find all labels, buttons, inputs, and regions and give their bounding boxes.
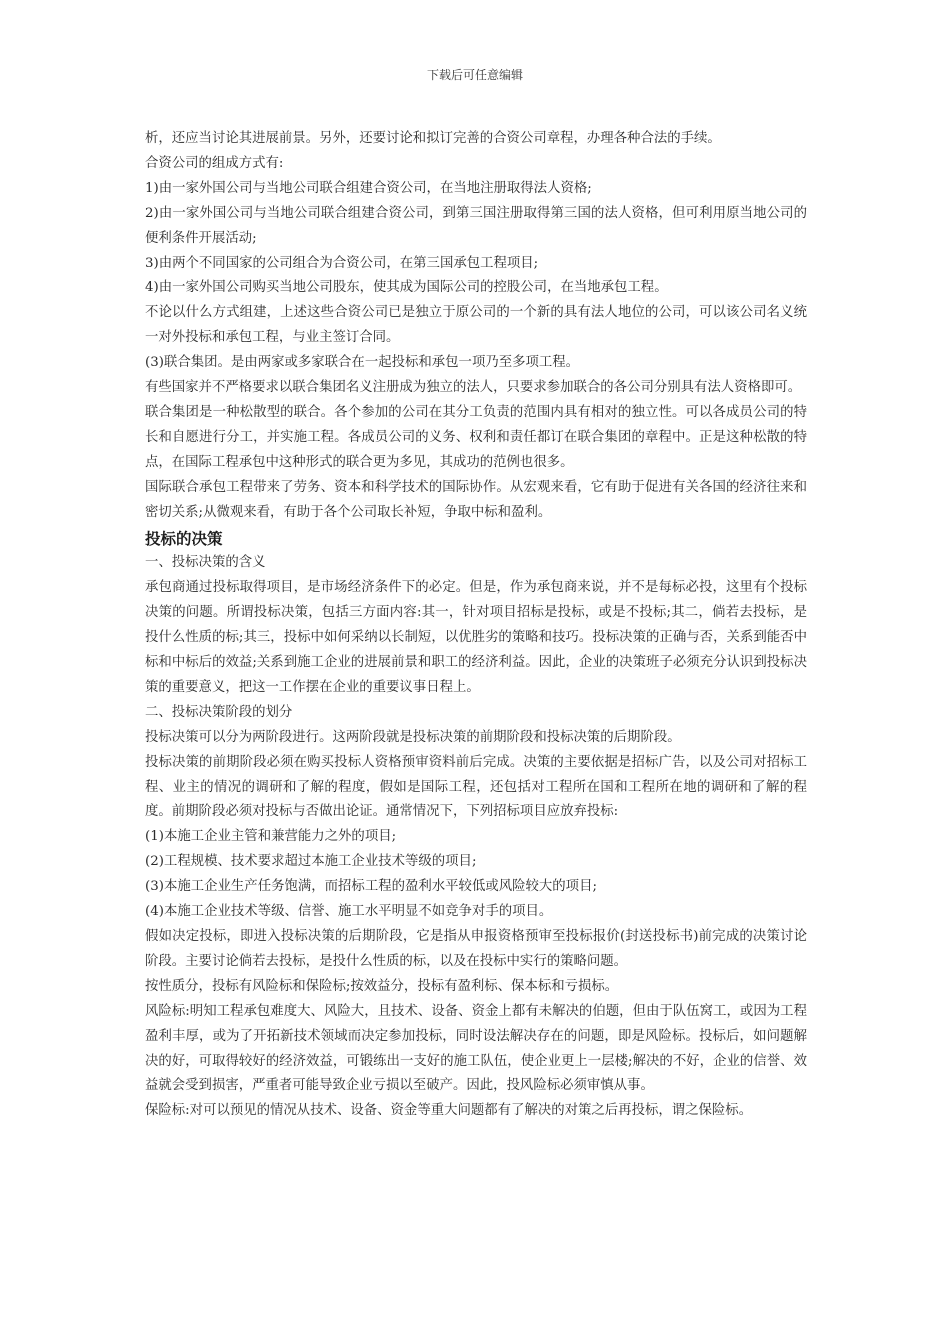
paragraph: 析，还应当讨论其进展前景。另外，还要讨论和拟订完善的合资公司章程，办理各种合法的手续。 <box>145 131 721 146</box>
list-item: 4)由一家外国公司购买当地公司股东，使其成为国际公司的控股公司，在当地承包工程。 <box>145 280 668 296</box>
paragraph: 保险标:对可以预见的情况从技术、设备、资金等重大问题都有了解决的对策之后再投标，谓之保险标。 <box>145 1103 753 1119</box>
section-heading: 投标的决策 <box>145 529 223 548</box>
list-item: (1)本施工企业主管和兼营能力之外的项目; <box>145 829 397 845</box>
paragraph: 承包商通过投标取得项目，是市场经济条件下的必定。但是，作为承包商来说，并不是每标必投，这里有个投标决策的问题。所谓投标决策，包括三方面内容:其一，针对项目招标是投标，或是不投标;其二，倘若去投标，是投什么性质的标;其三，投标中如何采纳以长制短，以优胜劣的策略和技巧。投标决策的正确与否，关系到能否中标和中标后的效益;关系到施工企业的进展前景和职工的经济利益。因此，企业的决策班子必须充分认识到投标决策的重要意义，把这一工作摆在企业的重要议事日程上。 <box>145 580 807 695</box>
paragraph: 有些国家并不严格要求以联合集团名义注册成为独立的法人，只要求参加联合的各公司分别具有法人资格即可。 <box>145 380 802 396</box>
list-item: (3)本施工企业生产任务饱满，而招标工程的盈利水平较低或风险较大的项目; <box>145 879 597 895</box>
document-body <box>145 127 807 1124</box>
paragraph: 假如决定投标，即进入投标决策的后期阶段，它是指从申报资格预审至投标报价(封送投标书)前完成的决策讨论阶段。主要讨论倘若去投标，是投什么性质的标，以及在投标中实行的策略问题。 <box>145 929 807 969</box>
paragraph: 合资公司的组成方式有: <box>145 155 284 171</box>
subsection-heading: 二、投标决策阶段的划分 <box>145 704 293 720</box>
list-item: 3)由两个不同国家的公司组合为合资公司，在第三国承包工程项目; <box>145 255 539 271</box>
list-item: 1)由一家外国公司与当地公司联合组建合资公司，在当地注册取得法人资格; <box>145 180 592 196</box>
paragraph: 投标决策可以分为两阶段进行。这两阶段就是投标决策的前期阶段和投标决策的后期阶段。 <box>145 729 681 745</box>
paragraph: 不论以什么方式组建，上述这些合资公司已是独立于原公司的一个新的具有法人地位的公司，可以该公司名义统一对外投标和承包工程，与业主签订合同。 <box>145 305 807 346</box>
list-item: (4)本施工企业技术等级、信誉、施工水平明显不如竞争对手的项目。 <box>145 904 553 920</box>
paragraph: 国际联合承包工程带来了劳务、资本和科学技术的国际协作。从宏观来看，它有助于促进有关各国的经济往来和密切关系;从微观来看，有助于各个公司取长补短，争取中标和盈利。 <box>145 479 807 520</box>
paragraph: 按性质分，投标有风险标和保险标;按效益分，投标有盈利标、保本标和亏损标。 <box>145 978 619 994</box>
page-header: 下载后可任意编辑 <box>426 68 523 82</box>
paragraph: 联合集团是一种松散型的联合。各个参加的公司在其分工负责的范围内具有相对的独立性。可以各成员公司的特长和自愿进行分工，并实施工程。各成员公司的义务、权利和责任都订在联合集团的章程中。正是这种松散的特点，在国际工程承包中这种形式的联合更为多见，其成功的范例也很多。 <box>145 404 807 470</box>
list-item: 2)由一家外国公司与当地公司联合组建合资公司，到第三国注册取得第三国的法人资格，但可利用原当地公司的便利条件开展活动; <box>145 205 807 246</box>
paragraph: (3)联合集团。是由两家或多家联合在一起投标和承包一项乃至多项工程。 <box>145 355 580 371</box>
list-item: (2)工程规模、技术要求超过本施工企业技术等级的项目; <box>145 854 477 870</box>
paragraph: 投标决策的前期阶段必须在购买投标人资格预审资料前后完成。决策的主要依据是招标广告，以及公司对招标工程、业主的情况的调研和了解的程度，假如是国际工程，还包括对工程所在国和工程所在地的调研和了解的程度。前期阶段必须对投标与否做出论证。通常情况下，下列招标项目应放弃投标: <box>145 754 807 820</box>
subsection-heading: 一、投标决策的含义 <box>145 555 266 571</box>
paragraph: 风险标:明知工程承包难度大、风险大，且技术、设备、资金上都有未解决的伯题，但由于队伍窝工，或因为工程盈利丰厚，或为了开拓新技术领域而决定参加投标，同时设法解决存在的问题，即是风险标。投标后，如问题解决的好，可取得较好的经济效益，可锻练出一支好的施工队伍，使企业更上一层楼;解决的不好，企业的信誉、效益就会受到损害，严重者可能导致企业亏损以至破产。因此，投风险标必须审慎从事。 <box>145 1003 807 1094</box>
